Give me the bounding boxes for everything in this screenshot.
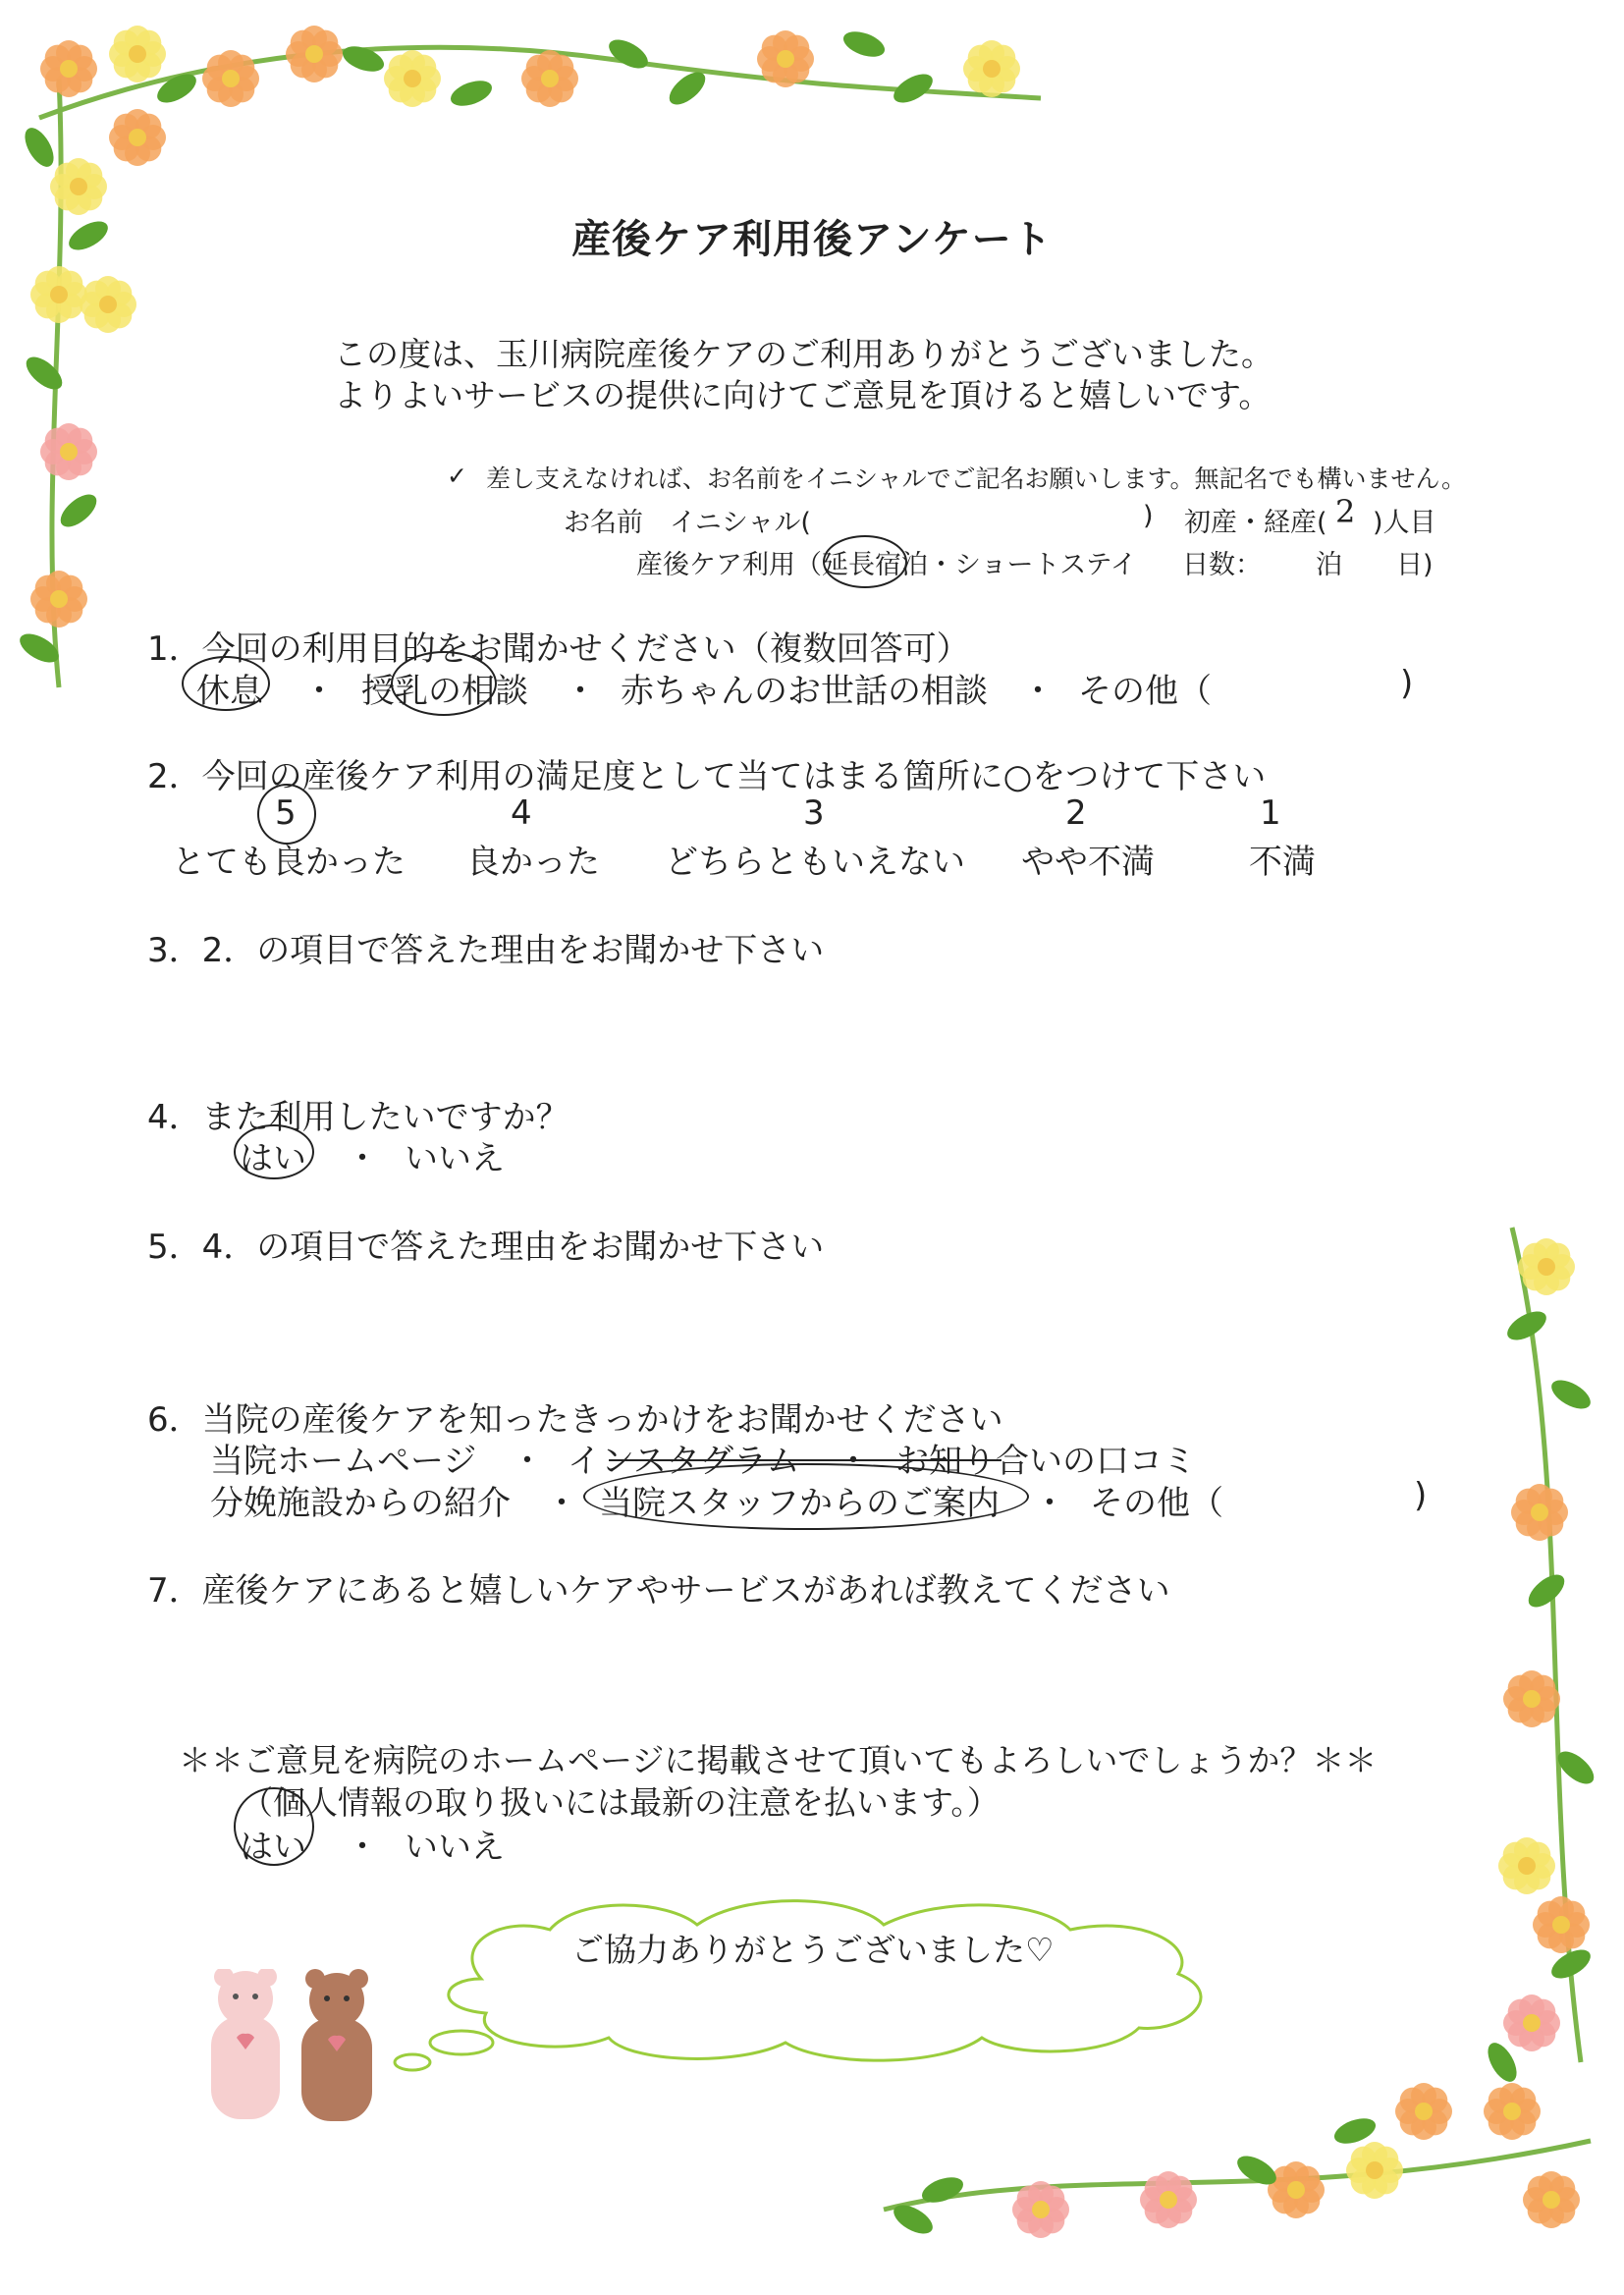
flower-icon xyxy=(1533,1896,1590,1953)
q6-other-close: ) xyxy=(1414,1476,1428,1515)
q4-option-no[interactable]: いいえ xyxy=(405,1139,505,1178)
flower-icon xyxy=(286,26,343,82)
leaf-icon xyxy=(55,488,102,532)
consent-option-no[interactable]: いいえ xyxy=(405,1828,505,1867)
question-1: 1．今回の利用目的をお聞かせください（複数回答可） xyxy=(147,629,970,669)
flower-icon xyxy=(40,423,97,480)
consent-note: （個人情報の取り扱いには最新の注意を払います。） xyxy=(241,1783,1000,1822)
q6-sep-3: ・ xyxy=(545,1484,578,1523)
thanks-message: ご協力ありがとうございました♡ xyxy=(571,1931,1055,1969)
parity-label: 初産・経産( xyxy=(1184,508,1327,538)
q6-option-word-of-mouth[interactable]: お知り合いの口コミ xyxy=(895,1442,1196,1481)
q1-sep-3: ・ xyxy=(1021,672,1055,711)
q1-selection-circle-breastfeeding xyxy=(391,651,497,716)
parity-suffix: )人目 xyxy=(1373,508,1436,538)
question-4: 4．また利用したいですか？ xyxy=(147,1098,569,1137)
flower-icon xyxy=(1268,2161,1325,2218)
q1-sep-1: ・ xyxy=(302,672,336,711)
days-suffix: 日) xyxy=(1396,550,1434,580)
flower-icon xyxy=(757,30,814,87)
q4-sep: ・ xyxy=(346,1139,379,1178)
intro-line-2: よりよいサービスの提供に向けてご意見を頂けると嬉しいです。 xyxy=(334,376,1272,414)
question-3: 3．2．の項目で答えた理由をお聞かせ下さい xyxy=(147,931,825,970)
question-7: 7．産後ケアにあると嬉しいケアやサービスがあれば教えてください xyxy=(147,1571,1170,1611)
flower-icon xyxy=(1012,2181,1069,2238)
flower-icon xyxy=(109,109,166,166)
flower-icon xyxy=(1140,2171,1197,2228)
pink-bear-icon xyxy=(211,1969,280,2119)
consent-selection-circle xyxy=(234,1787,314,1866)
q6-sep-2: ・ xyxy=(837,1442,870,1481)
leaf-icon xyxy=(1523,1568,1570,1612)
leaf-icon xyxy=(1546,1374,1595,1414)
q6-option-other[interactable]: その他（ xyxy=(1090,1484,1223,1523)
flower-icon xyxy=(80,276,136,333)
scale-1-number[interactable]: 1 xyxy=(1260,793,1281,833)
name-close: ) xyxy=(1143,501,1154,531)
question-2: 2．今回の産後ケア利用の満足度として当てはまる箇所に○をつけて下さい xyxy=(147,757,1267,796)
q1-option-baby-care[interactable]: 赤ちゃんのお世話の相談 xyxy=(621,672,988,711)
q1-selection-circle-rest xyxy=(182,656,270,711)
q6-option-homepage[interactable]: 当院ホームページ xyxy=(210,1442,477,1481)
q1-option-other[interactable]: その他（ xyxy=(1078,672,1212,711)
flower-icon xyxy=(30,571,87,628)
scale-4-number[interactable]: 4 xyxy=(511,793,532,833)
q1-option-breastfeeding[interactable]: 授乳の相談 xyxy=(361,672,528,711)
flower-icon xyxy=(202,50,259,107)
flower-icon xyxy=(521,50,578,107)
parity-value[interactable]: 2 xyxy=(1335,493,1356,530)
flower-icon xyxy=(1523,2171,1580,2228)
flower-icon xyxy=(30,266,87,323)
flower-icon xyxy=(1503,1994,1560,2051)
scale-4-label: 良かった xyxy=(466,843,600,882)
scale-2-number[interactable]: 2 xyxy=(1065,793,1087,833)
brown-bear-icon xyxy=(301,1969,372,2121)
thought-bubble xyxy=(393,1885,1276,2082)
flower-icon xyxy=(1518,1238,1575,1295)
scale-3-number[interactable]: 3 xyxy=(803,793,825,833)
name-label: お名前 イニシャル( xyxy=(564,508,811,538)
leaf-icon xyxy=(21,351,68,395)
q6-option-referral[interactable]: 分娩施設からの紹介 xyxy=(210,1484,511,1523)
flower-icon xyxy=(1346,2142,1403,2199)
q6-strike-line xyxy=(609,1459,1001,1461)
leaf-icon xyxy=(19,123,59,171)
scale-1-label: 不満 xyxy=(1249,843,1316,882)
flower-icon xyxy=(1503,1670,1560,1727)
usage-label: 産後ケア利用（延長宿泊・ショートステイ xyxy=(636,550,1137,580)
flower-icon xyxy=(1484,2083,1541,2140)
q4-selection-circle xyxy=(234,1124,314,1179)
flower-icon xyxy=(1511,1484,1568,1541)
flower-icon xyxy=(40,40,97,97)
q6-selection-circle xyxy=(583,1463,1029,1530)
page-title: 産後ケア利用後アンケート xyxy=(571,217,1053,262)
q6-sep-1: ・ xyxy=(511,1442,544,1481)
q1-sep-2: ・ xyxy=(564,672,597,711)
question-5: 5．4．の項目で答えた理由をお聞かせ下さい xyxy=(147,1228,825,1267)
flower-icon xyxy=(384,50,441,107)
q6-option-instagram[interactable]: インスタグラム xyxy=(568,1442,800,1481)
q6-sep-4: ・ xyxy=(1033,1484,1066,1523)
consent-sep: ・ xyxy=(346,1828,379,1867)
q1-other-close: ) xyxy=(1400,664,1414,703)
flower-icon xyxy=(109,26,166,82)
q1-option-rest[interactable]: 休息 xyxy=(196,672,263,711)
flower-icon xyxy=(1498,1837,1555,1894)
leaf-icon xyxy=(604,33,652,74)
checkmark-icon: ✓ xyxy=(447,462,467,490)
bear-illustration xyxy=(191,1969,398,2126)
leaf-icon xyxy=(840,27,889,62)
usage-selection-circle xyxy=(823,535,907,588)
consent-question: ＊＊ご意見を病院のホームページに掲載させて頂いてもよろしいでしょうか？＊＊ xyxy=(179,1741,1378,1779)
nights-label: 泊 xyxy=(1316,550,1342,580)
days-label: 日数： xyxy=(1182,550,1262,580)
q4-option-yes[interactable]: はい xyxy=(240,1139,306,1178)
initials-note: 差し支えなければ、お名前をイニシャルでご記名お願いします。無記名でも構いません。 xyxy=(486,464,1467,493)
scale-5-label: とても良かった xyxy=(172,843,406,882)
flower-icon xyxy=(963,40,1020,97)
scale-5-number[interactable]: 5 xyxy=(275,793,297,833)
consent-option-yes[interactable]: はい xyxy=(240,1828,306,1867)
leaf-icon xyxy=(448,76,496,111)
intro-line-1: この度は、玉川病院産後ケアのご利用ありがとうございました。 xyxy=(334,335,1273,373)
scale-2-label: やや不満 xyxy=(1021,843,1155,882)
q6-option-staff-guidance[interactable]: 当院スタッフからのご案内 xyxy=(599,1484,1000,1523)
scale-3-label: どちらともいえない xyxy=(665,843,965,882)
flower-icon xyxy=(1395,2083,1452,2140)
question-6: 6．当院の産後ケアを知ったきっかけをお聞かせください xyxy=(147,1400,1003,1440)
flower-icon xyxy=(50,158,107,215)
